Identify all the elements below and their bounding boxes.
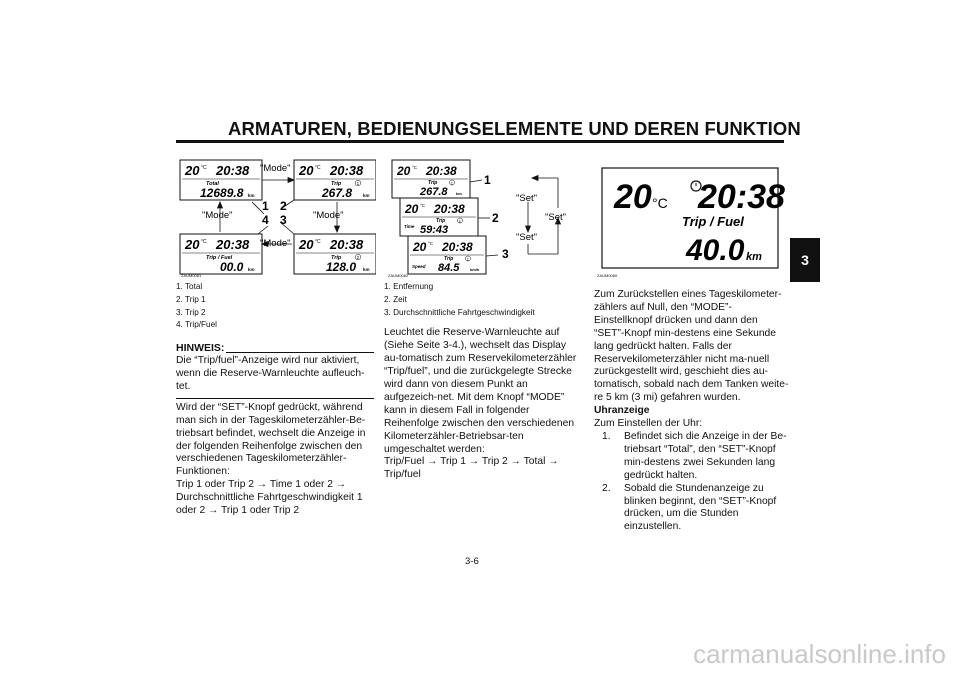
lcd-time: 20:38 — [330, 163, 364, 178]
lcd-odometer-value: 12689.8 — [200, 186, 244, 200]
lcd-panel-speed — [408, 236, 486, 274]
callout-2: 2 — [492, 211, 499, 225]
lcd-trip-badge: 2 — [356, 255, 360, 260]
watermark: carmanualsonline.info — [693, 639, 946, 669]
lcd-temp: 20 — [185, 237, 200, 252]
list-text: Befindet sich die Anzeige in der Be-triebsart “Total”, den “SET”-Knopf min-destens zwei Sekunden lang gedrückt halten. — [624, 430, 787, 481]
lcd-odometer-value: 00.0 — [220, 260, 244, 274]
lcd-mode-label: Trip — [331, 181, 342, 187]
legend-item: 1. Entfernung — [384, 282, 434, 291]
lcd-time: 20:38 — [330, 237, 364, 252]
lcd-time: 20:38 — [434, 202, 465, 216]
list-text: Sobald die Stundenanzeige zu blinken beginnt, den “SET”-Knopf drücken, um die Stunden einzustellen. — [624, 482, 777, 533]
lcd-unit: km — [363, 267, 370, 272]
lcd-unit: km — [456, 191, 462, 196]
set-label-top: "Set" — [516, 193, 538, 204]
lcd-unit: km — [746, 251, 762, 263]
lcd-temp: 20 — [405, 202, 419, 216]
lcd-value: 84.5 — [438, 262, 460, 274]
lcd-mode-label: Trip — [428, 180, 438, 186]
lcd-trip-badge: 1 — [458, 218, 462, 224]
list-item — [594, 483, 790, 535]
set-label-bottom: "Set" — [516, 232, 538, 243]
list-number: 1. — [602, 430, 611, 442]
column-3 — [594, 289, 790, 534]
page-title: ARMATUREN, BEDIENUNGSELEMENTE UND DEREN FUNKTION — [228, 118, 801, 139]
lcd-value: 40.0 — [686, 234, 745, 267]
lcd-value: 59:43 — [420, 224, 449, 236]
callout-3: 3 — [502, 247, 509, 261]
lcd-unit: km — [248, 193, 255, 198]
note-paragraph: Die “Trip/fuel”-Anzeige wird nur aktiviert, wenn die Reserve-Warnleuchte aufleuch-tet. — [176, 355, 365, 392]
mode-label-bottom: "Mode" — [260, 238, 291, 249]
lcd-time: 20:38 — [698, 178, 785, 216]
lcd-prefix: Speed — [412, 264, 426, 269]
list-item — [594, 431, 790, 483]
lcd-time: 20:38 — [442, 240, 473, 254]
callout-4: 4 — [262, 213, 269, 227]
lcd-temp: 20 — [299, 163, 314, 178]
column-2 — [384, 281, 580, 482]
body-paragraph: Zum Einstellen der Uhr: — [594, 418, 703, 430]
note-divider — [176, 398, 374, 399]
legend-list-1 — [176, 281, 374, 332]
note-heading — [176, 342, 374, 355]
callout-1: 1 — [484, 173, 491, 187]
figure-lcd-tripfuel — [594, 160, 786, 278]
mode-label-right: "Mode" — [313, 210, 344, 221]
lcd-trip-badge: 1 — [450, 180, 454, 186]
section-heading: Uhranzeige — [594, 405, 650, 417]
lcd-panel-total — [180, 160, 262, 200]
set-label-right: "Set" — [545, 212, 567, 223]
chapter-tab: 3 — [790, 238, 820, 282]
lcd-value: 267.8 — [420, 186, 448, 198]
figure-code: ZAUM0082 — [388, 273, 409, 278]
body-paragraph: Leuchtet die Reserve-Warnleuchte auf (Siehe Seite 3-4.), wechselt das Display au-tomatisch zum Reservekilometerzähler “Trip/fuel”, und die zurückgelegte Strecke wird dann von diesem Punkt an aufgezeich-net. Mit dem Knopf “MODE” kann in diesem Fall in folgender Reihenfolge zwischen den verschiedenen Kilometerzähler-Betriebsar-ten umgeschaltet werden: — [384, 327, 577, 455]
figure-odometer-modes — [176, 156, 376, 282]
mode-label-left: "Mode" — [202, 210, 233, 221]
body-paragraph: Zum Zurückstellen eines Tageskilometer-zählers auf Null, den “MODE”-Einstellknopf drücken und dann den “SET”-Knopf min-destens eine Sekunde lang gedrückt halten. Falls der Reservekilometerzähler nicht ma-nuell zurückgestellt wird, geschieht dies au-tomatisch, sobald nach dem Tanken weite-re 5 km (3 mi) gefahren wurden. — [594, 289, 789, 404]
figure-code: ZAUM0081 — [181, 273, 202, 278]
column-1 — [176, 281, 374, 518]
lcd-panel-tripfuel — [180, 234, 262, 274]
lcd-mode-label: Trip — [331, 255, 342, 261]
lcd-panel-time — [400, 198, 478, 236]
lcd-temp: 20 — [397, 164, 411, 178]
lcd-temp-unit: °C — [201, 239, 207, 245]
lcd-mode-label: Trip — [436, 218, 446, 224]
lcd-panel-trip1 — [294, 160, 376, 200]
list-number: 2. — [602, 482, 611, 494]
mode-label-top: "Mode" — [260, 163, 291, 174]
callout-1: 1 — [262, 199, 269, 213]
legend-item: 3. Trip 2 — [176, 307, 206, 317]
lcd-odometer-value: 128.0 — [326, 260, 357, 274]
lcd-time: 20:38 — [216, 163, 250, 178]
lcd-temp: 20 — [413, 240, 427, 254]
lcd-mode-label: Trip — [444, 256, 454, 262]
lcd-temp: 20 — [299, 237, 314, 252]
legend-item: 3. Durchschnittliche Fahrtgeschwindigkeit — [384, 307, 535, 317]
callout-3: 3 — [280, 213, 287, 227]
note-sequence: Trip 1 oder Trip 2 → Time 1 oder 2 → Durchschnittliche Fahrtgeschwindigkeit 1 oder 2 → Trip 1 oder Trip 2 — [176, 479, 363, 517]
lcd-temp-unit: °C — [412, 165, 418, 170]
lcd-temp-unit: °C — [315, 239, 321, 245]
lcd-temp: 20 — [185, 163, 200, 178]
body-sequence: Trip/Fuel → Trip 1 → Trip 2 → Total → Trip/fuel — [384, 456, 559, 481]
lcd-temp-unit: °C — [315, 165, 321, 171]
lcd-time: 20:38 — [426, 164, 457, 178]
lcd-odometer-value: 267.8 — [322, 186, 353, 200]
lcd-time: 20:38 — [216, 237, 250, 252]
lcd-temp-unit: °C — [201, 165, 207, 171]
lcd-trip-badge: 1 — [356, 181, 360, 186]
legend-item: 1. Total — [176, 282, 203, 291]
legend-item: 4. Trip/Fuel — [176, 320, 217, 330]
lcd-mode-label: Trip / Fuel — [682, 214, 744, 229]
title-rule — [176, 140, 784, 143]
lcd-mode-label: Total — [206, 181, 219, 187]
note-title: HINWEIS: — [176, 342, 225, 355]
lcd-unit: km — [248, 267, 255, 272]
lcd-prefix: Time — [404, 224, 415, 229]
figure-code: ZAUM0080 — [597, 273, 618, 278]
lcd-unit: km/h — [470, 267, 480, 272]
lcd-unit: km — [363, 193, 370, 198]
lcd-mode-label: Trip / Fuel — [206, 255, 233, 261]
lcd-temp-unit: °C — [652, 195, 668, 211]
lcd-temp-unit: °C — [420, 203, 426, 208]
lcd-temp: 20 — [614, 178, 652, 216]
figure-trip-functions — [386, 158, 580, 280]
page-number: 3-6 — [465, 556, 479, 567]
lcd-panel-distance — [392, 160, 470, 198]
lcd-trip-badge: 1 — [466, 256, 470, 262]
legend-list-2 — [384, 281, 580, 319]
callout-2: 2 — [280, 199, 287, 213]
lcd-panel-trip2 — [294, 234, 376, 274]
legend-item: 2. Zeit — [384, 294, 407, 304]
lcd-temp-unit: °C — [428, 241, 434, 246]
note-paragraph: Wird der “SET”-Knopf gedrückt, während man sich in der Tageskilometerzähler-Be-triebsart befindet, wechselt die Anzeige in der folgenden Reihenfolge zwischen den verschiedenen Tageskilometerzähler-Funktionen: — [176, 401, 366, 478]
legend-item: 2. Trip 1 — [176, 294, 206, 304]
